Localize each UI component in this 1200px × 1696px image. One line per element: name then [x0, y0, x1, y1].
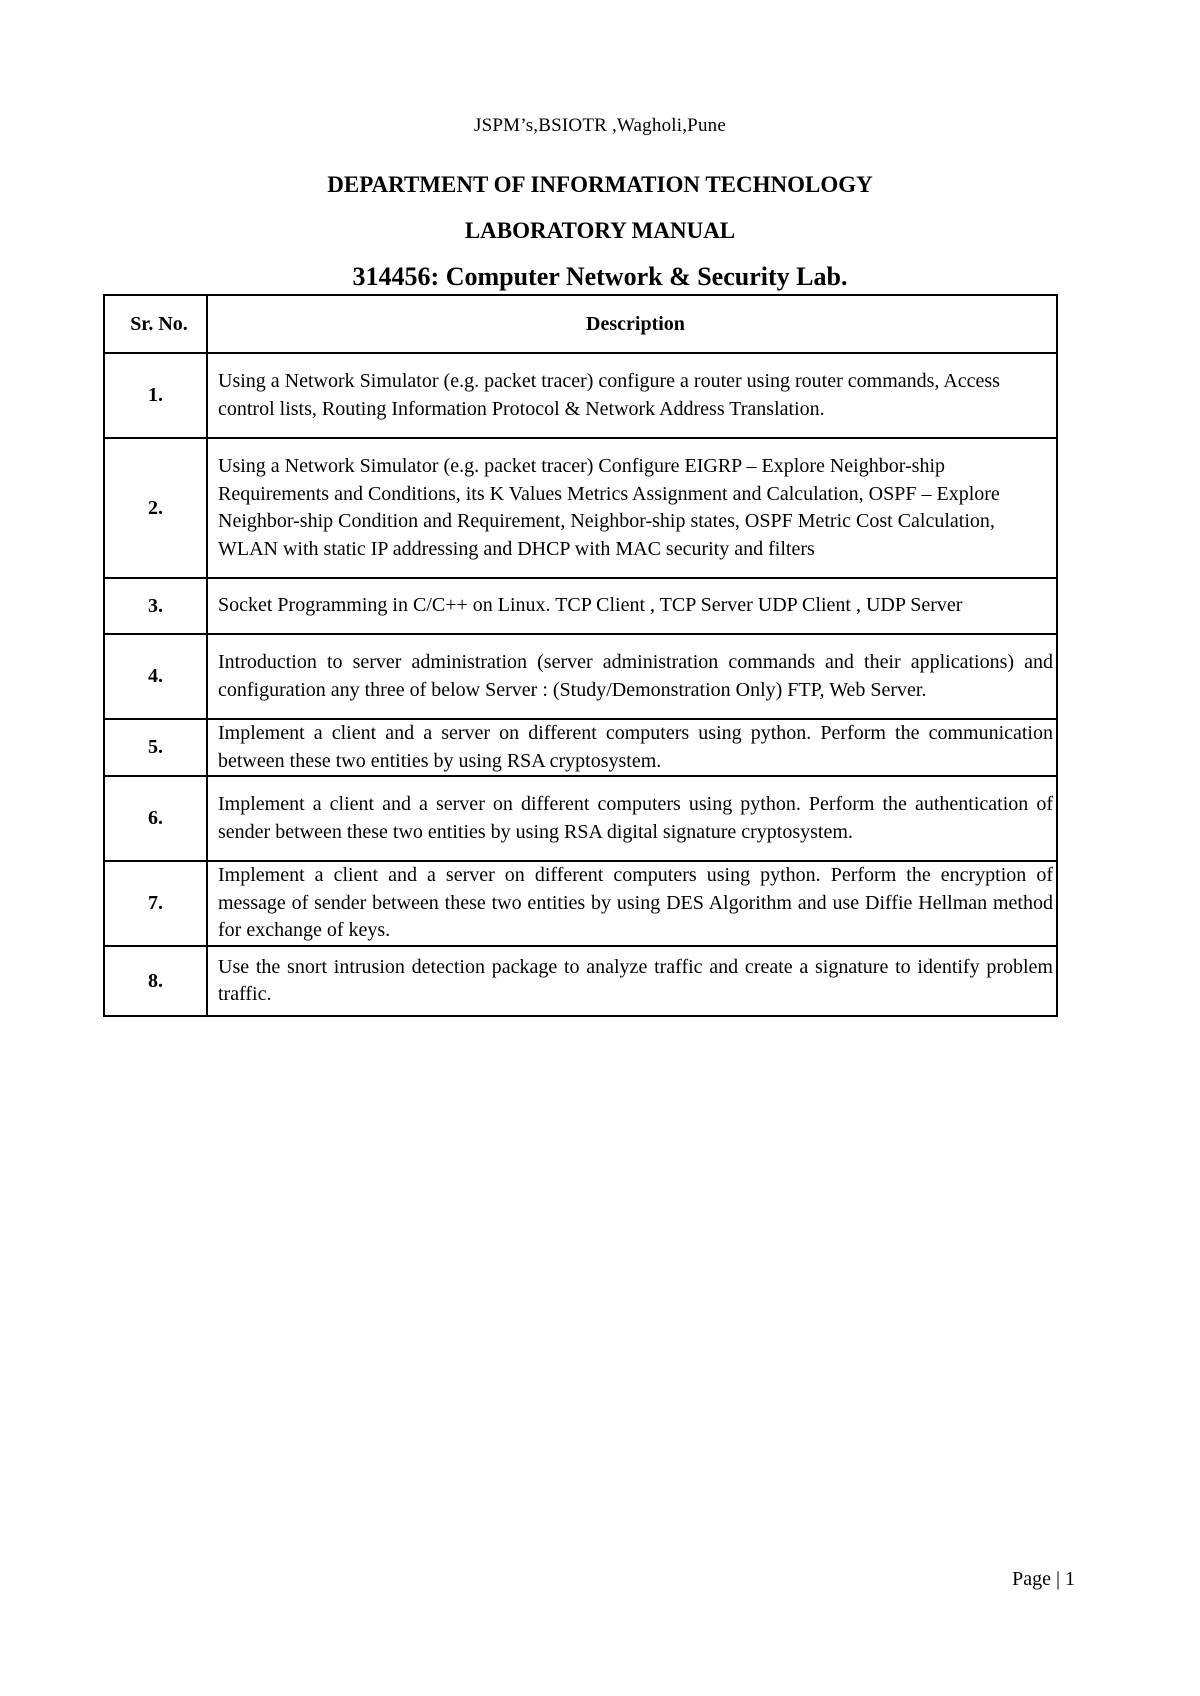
row-number: 5. [104, 719, 207, 776]
row-description: Use the snort intrusion detection package to analyze traffic and create a signature to identify problem traffic. [207, 946, 1057, 1016]
column-header-description: Description [207, 295, 1057, 353]
row-description: Implement a client and a server on different computers using python. Perform the encryption of message of sender between these two entities by using DES Algorithm and use Diffie Hellman method for exchange of keys. [207, 861, 1057, 946]
page-number: Page | 1 [1012, 1568, 1075, 1590]
column-header-sr-no: Sr. No. [104, 295, 207, 353]
row-number: 3. [104, 578, 207, 634]
row-description: Implement a client and a server on different computers using python. Perform the authentication of sender between these two entities by using RSA digital signature cryptosystem. [207, 776, 1057, 861]
row-description: Using a Network Simulator (e.g. packet tracer) Configure EIGRP – Explore Neighbor-ship Requirements and Conditions, its K Values Metrics Assignment and Calculation, OSPF – Explore Neighbor-ship Condition and Requirement, Neighbor-ship states, OSPF Metric Cost Calculation, WLAN with static IP addressing and DHCP with MAC security and filters [207, 438, 1057, 578]
table-row [104, 438, 1057, 578]
table-row [104, 776, 1057, 861]
row-number: 6. [104, 776, 207, 861]
department-heading: DEPARTMENT OF INFORMATION TECHNOLOGY [327, 172, 873, 197]
row-description: Using a Network Simulator (e.g. packet tracer) configure a router using router commands, Access control lists, Routing Information Protocol & Network Address Translation. [207, 353, 1057, 438]
table-row [104, 578, 1057, 634]
row-number: 8. [104, 946, 207, 1016]
experiment-table [103, 294, 1058, 1017]
institute-line: JSPM’s,BSIOTR ,Wagholi,Pune [474, 115, 726, 136]
row-number: 4. [104, 634, 207, 719]
row-number: 1. [104, 353, 207, 438]
table-row [104, 353, 1057, 438]
row-description: Introduction to server administration (server administration commands and their applications) and configuration any three of below Server : (Study/Demonstration Only) FTP, Web Server. [207, 634, 1057, 719]
manual-heading: LABORATORY MANUAL [464, 218, 736, 243]
table-header-row [104, 295, 1057, 353]
row-description: Socket Programming in C/C++ on Linux. TCP Client , TCP Server UDP Client , UDP Server [207, 578, 1057, 634]
table-row [104, 861, 1057, 946]
table-row [104, 719, 1057, 776]
row-description: Implement a client and a server on different computers using python. Perform the communication between these two entities by using RSA cryptosystem. [207, 719, 1057, 776]
row-number: 2. [104, 438, 207, 578]
table-row [104, 634, 1057, 719]
course-title: 314456: Computer Network & Security Lab. [352, 262, 848, 291]
table-row [104, 946, 1057, 1016]
row-number: 7. [104, 861, 207, 946]
